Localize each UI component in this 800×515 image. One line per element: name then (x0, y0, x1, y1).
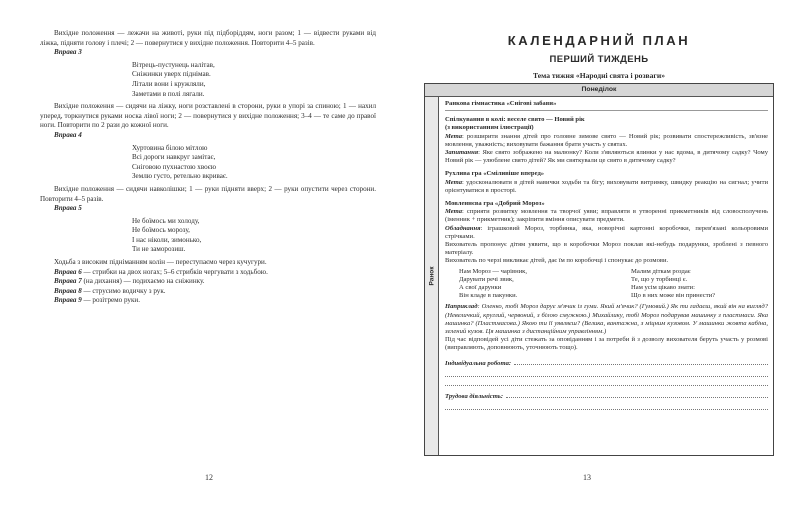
divider (445, 110, 768, 111)
page-title: КАЛЕНДАРНИЙ ПЛАН (507, 33, 691, 48)
poem-column-left (459, 268, 609, 301)
paragraph: Вихідне положення — сидячи навколішки; 1 — руки підняти вверх; 2 — руки опустити через сторони. Повторити 4–5 разів. (40, 184, 376, 203)
exercise-text: — струсимо водичку з рук. (81, 286, 166, 295)
left-page-body (40, 29, 376, 306)
poem-line: Те, що у торбинці є. (631, 275, 688, 283)
goal-text: : удосконалювати в дітей навички ходьби та бігу; виховувати витримку, швидку реакцію на сигнал; учити орієнтуватися в просторі. (445, 178, 768, 194)
poem-line: Вітрець-пустунець налітав, (132, 60, 215, 69)
poem-line: Ти не заморозиш. (132, 245, 186, 254)
questions-label: Запитання (445, 149, 479, 157)
right-page (400, 0, 800, 515)
fill-in-line (445, 368, 768, 377)
paragraph: Ходьба з високим підніманням колін — переступаємо через кучугури. (54, 258, 267, 267)
goal-label: Мета (445, 178, 463, 186)
fill-in-line (506, 392, 768, 398)
activity-title: Спілкування в колі: веселе свято — Новий рік (445, 116, 585, 124)
paragraph: Вихователь по черзі викликає дітей, дає їм по коробочці і спонукає до розмови. (445, 257, 669, 265)
individual-work-row (445, 359, 768, 368)
equipment-text: : іграшковий Мороз, торбинка, яка, новорічні картонні коробочки, перев'язані кольоровими стрічками. (445, 224, 768, 240)
exercise-heading: Вправа 3 (54, 48, 82, 57)
exercise-item (40, 268, 376, 278)
poem (40, 217, 376, 255)
activity-goal (445, 133, 768, 149)
plan-row-morning (425, 97, 773, 455)
exercise-label: Вправа 6 (54, 267, 82, 276)
theme-value: «Народні свята і розваги» (575, 71, 666, 80)
activity-equipment (445, 225, 768, 241)
poem-line: Сніговою пухнастою хвоєю (132, 162, 217, 171)
goal-text: : розширити знання дітей про головне зимове свято — Новий рік; розвивати спостережливість, зв'язне мовлення, уважність; виховувати бажання брати участь у святах. (445, 132, 768, 148)
poem-line: А свої дарунки (459, 284, 502, 292)
exercise-item (40, 277, 376, 287)
activity-questions (445, 149, 768, 165)
questions-text: : Яке свято зображено на малюнку? Коли з'являються ялинки у нас вдома, в дитячому садку? Чому Новий рік — улюблене свято дітей? Як ми святкували це свято в дитячому садку? (445, 149, 768, 165)
poem-line: Він кладе в пакунки. (459, 292, 518, 300)
goal-label: Мета (445, 208, 463, 216)
exercise-text: — розітремо руки. (81, 296, 140, 305)
poem-line: Сніжинки уверх піднімав. (132, 70, 211, 79)
time-of-day-cell (425, 97, 439, 455)
poem-line: Нам усім цікаво знати: (631, 284, 695, 292)
activity-title: Мовленнєва гра «Добрий Мороз» (445, 200, 545, 208)
poem-line: Не боїмось ми холоду, (132, 216, 200, 225)
activity-moving-game (445, 170, 768, 195)
exercise-text: (на дихання) — подихаємо на сніжинку. (81, 277, 205, 286)
labor-activity-row (445, 392, 768, 401)
activity-gymnastics (445, 100, 768, 111)
page-header (424, 33, 774, 80)
activity-subtitle: (з використанням ілюстрації) (445, 124, 534, 132)
page-number: 13 (583, 473, 591, 482)
poem-line: Хуртовина білою мітлою (132, 143, 208, 152)
week-title: ПЕРШИЙ ТИЖДЕНЬ (549, 54, 649, 65)
example-label: Наприклад (445, 303, 478, 311)
plan-content (439, 97, 773, 455)
activity-circle-talk (445, 116, 768, 165)
goal-label: Мета (445, 132, 463, 140)
activity-title: Рухлива гра «Сміливіше вперед» (445, 170, 545, 178)
exercise-item (40, 296, 376, 306)
equipment-label: Обладнання (445, 224, 481, 232)
poem-line: Заметами в полі лягали. (132, 89, 205, 98)
fill-in-line (445, 377, 768, 386)
fill-in-line (514, 359, 768, 365)
exercise-heading: Вправа 5 (54, 204, 82, 213)
paragraph: Під час відповідей усі діти стежать за оповіданням і за потреби й з дозволу вихователя беруть участь у розмові (виправляють, доповнюють, уточнюють тощо). (445, 336, 768, 352)
exercise-item (40, 287, 376, 297)
exercise-label: Вправа 8 (54, 286, 82, 295)
activity-goal (445, 179, 768, 195)
goal-text: : сприяти розвитку мовлення та творчої уяви; вправляти в утворенні прикметників від словосполучень (іменник + прикметник); закріпити вміння описувати предмети. (445, 208, 768, 224)
poem-line: Що в них може він принести? (631, 292, 716, 300)
paragraph: Вихователь пропонує дітям уявити, що в коробочки Мороз поклав які-небудь подарунки, зроблені з певного матеріалу. (445, 241, 768, 257)
poem-line: Літали вони і кружляли, (132, 79, 206, 88)
exercise-heading: Вправа 4 (54, 130, 82, 139)
poem-line: Не боїмось морозу, (132, 226, 190, 235)
poem (40, 144, 376, 182)
poem-line: Дарувати речі звик, (459, 275, 514, 283)
labor-activity-label: Трудова діяльність: (445, 392, 504, 400)
exercise-label: Вправа 7 (54, 277, 82, 286)
activity-title: Ранкова гімнастика «Снігові забави» (445, 100, 557, 107)
exercise-text: — стрибки на двох ногах; 5–6 стрибків чергувати з ходьбою. (81, 267, 268, 276)
poem-line: Землю густо, ретельно вкриває. (132, 172, 228, 181)
example-dialogue (445, 303, 768, 336)
paragraph: Вихідне положення — лежачи на животі, руки під підборіддям, ноги разом; 1 — відвести руками від ліжка, підняти голову і плечі; 2 — повернутися у вихідне положення. Повторити 4–5 разів. (40, 29, 376, 47)
day-header: Понеділок (425, 84, 773, 97)
activity-goal (445, 208, 768, 224)
example-text: : Оленко, тобі Мороз дарує м'ячик із гуми. Який м'ячик? (Гумовий.) Як ти гадаєш, який він на вигляд? (Невеличкий, круглий, червоний, з білою смужкою.) Михайлику, тобі Мороз подарував машинку з пластмаси. Яка машинка? (Пластмасова.) Якою ти її уявляєш? (Велика, вантажна, з міцним кузовом. У машинки жовта кабіна, зелений кузов. Ця машинка з дистанційним управлінням.) (445, 303, 768, 336)
fill-in-line (445, 401, 768, 410)
poem (445, 268, 768, 301)
poem-line: Нам Мороз — чарівник, (459, 267, 527, 275)
paragraph: Вихідне положення — сидячи на ліжку, ноги розставлені в сторони, руки в упорі за спиною; 1 — нахил уперед, торкнутися руками носка лівої ноги; 2 — повернутися у вихідне положення; 3–4 — те саме до правої ноги. Повторити по 2 рази до кожної ноги. (40, 102, 376, 130)
poem-line: І нас ніколи, зимонько, (132, 235, 202, 244)
theme-label: Тема тижня (532, 71, 575, 80)
page-number: 12 (205, 473, 213, 482)
plan-table (424, 83, 774, 456)
poem (40, 61, 376, 99)
week-theme (424, 71, 774, 80)
poem-line: Малим діткам роздає (631, 267, 691, 275)
poem-line: Всі дороги навкруг замітає, (132, 153, 216, 162)
exercise-label: Вправа 9 (54, 296, 82, 305)
individual-work-label: Індивідуальна робота: (445, 359, 512, 367)
activity-speech-game (445, 200, 768, 353)
time-of-day-label: Ранок (428, 266, 435, 286)
poem-column-right (609, 268, 759, 301)
